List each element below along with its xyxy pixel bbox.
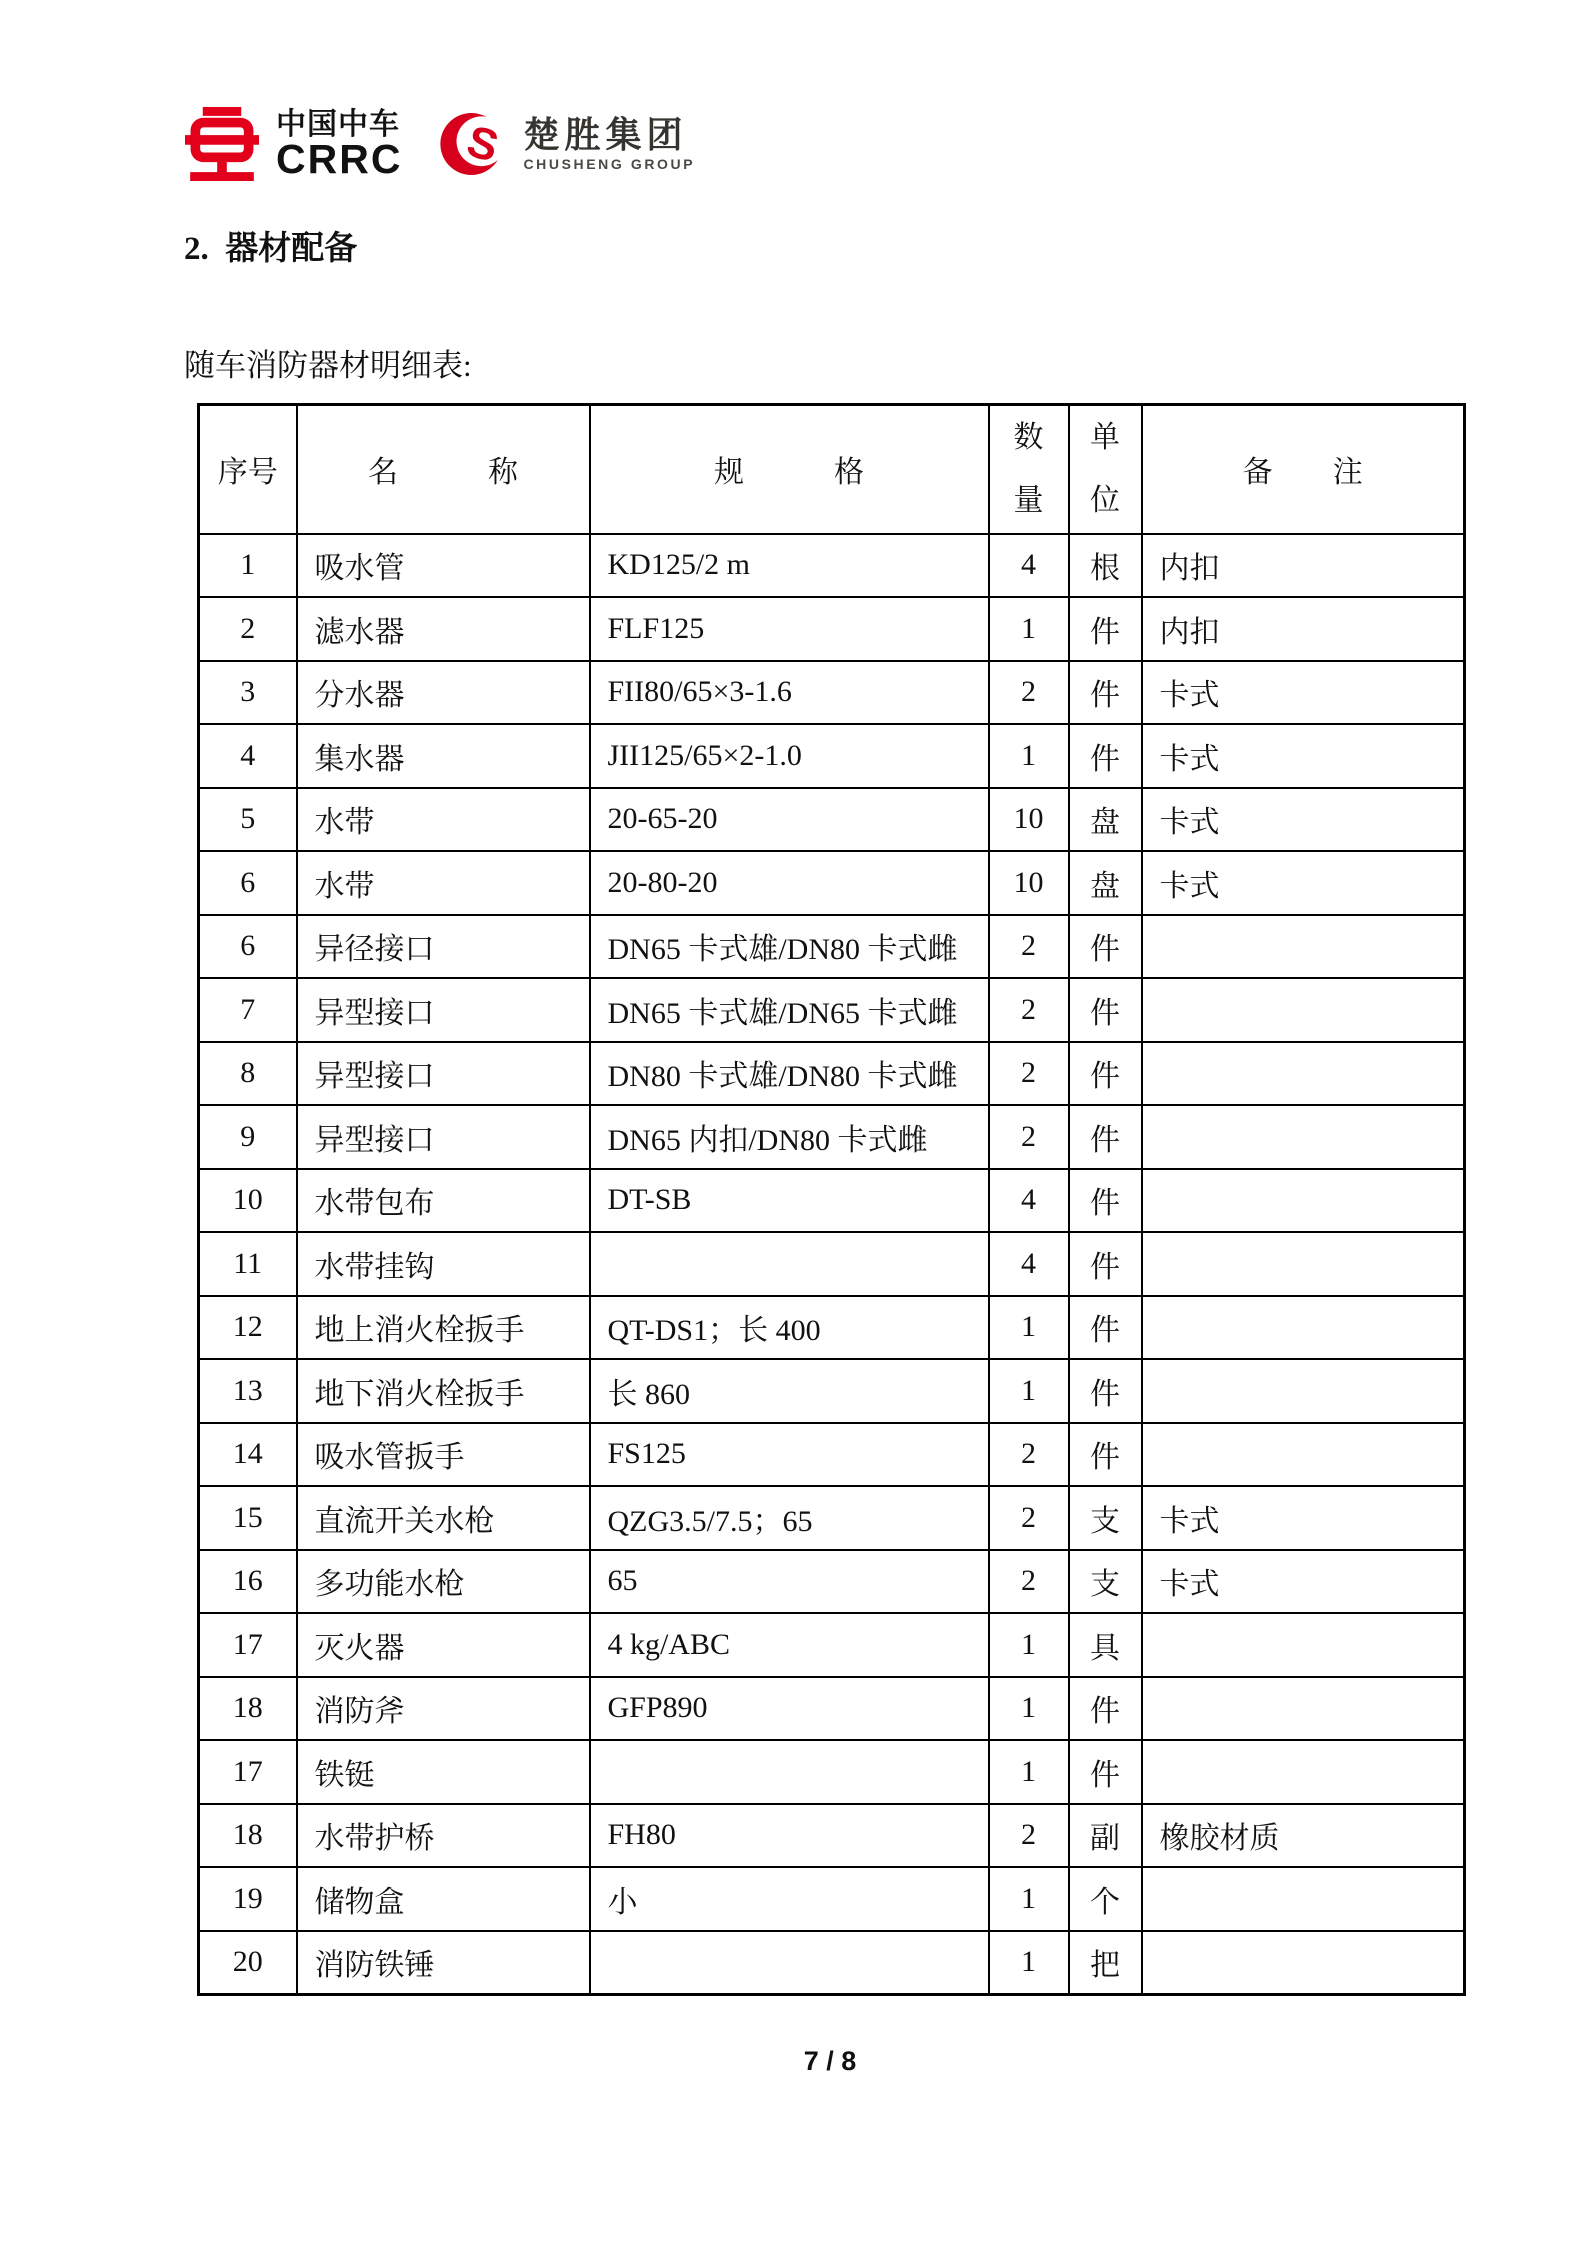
- cell-spec: FH80: [590, 1804, 989, 1868]
- cell-qty: 2: [989, 1550, 1069, 1614]
- chusheng-logo-text: [523, 115, 695, 173]
- cell-spec: KD125/2 m: [590, 534, 989, 598]
- cell-note: [1142, 978, 1465, 1042]
- cell-unit: 件: [1069, 1296, 1142, 1360]
- cell-unit: 件: [1069, 1740, 1142, 1804]
- header-cell-qty: 数量: [989, 405, 1069, 534]
- table-row: [199, 1423, 1465, 1487]
- cell-index: 2: [199, 597, 297, 661]
- cell-unit: 盘: [1069, 851, 1142, 915]
- cell-index: 5: [199, 788, 297, 852]
- crrc-logo-text: [276, 107, 403, 183]
- cell-qty: 2: [989, 1042, 1069, 1106]
- cell-name: 吸水管: [297, 534, 590, 598]
- cell-note: [1142, 1677, 1465, 1741]
- crrc-emblem-icon: [185, 106, 259, 182]
- cell-index: 17: [199, 1613, 297, 1677]
- table-row: [199, 851, 1465, 915]
- cell-spec: QT-DS1；长 400: [590, 1296, 989, 1360]
- cell-spec: FS125: [590, 1423, 989, 1487]
- cell-name: 异径接口: [297, 915, 590, 979]
- cell-name: 水带挂钩: [297, 1232, 590, 1296]
- logo-band: [185, 106, 695, 182]
- cell-name: 储物盒: [297, 1867, 590, 1931]
- crrc-logo: [185, 106, 402, 182]
- svg-text:S: S: [462, 116, 505, 172]
- table-row: [199, 1550, 1465, 1614]
- cell-index: 1: [199, 534, 297, 598]
- cell-qty: 2: [989, 1804, 1069, 1868]
- cell-qty: 1: [989, 1740, 1069, 1804]
- cell-unit: 件: [1069, 915, 1142, 979]
- chusheng-logo: [440, 107, 695, 181]
- cell-unit: 件: [1069, 1677, 1142, 1741]
- cell-unit: 把: [1069, 1931, 1142, 1995]
- cell-note: 卡式: [1142, 1550, 1465, 1614]
- cell-name: 多功能水枪: [297, 1550, 590, 1614]
- cell-qty: 10: [989, 851, 1069, 915]
- cell-name: 水带包布: [297, 1169, 590, 1233]
- cell-index: 7: [199, 978, 297, 1042]
- cell-unit: 根: [1069, 534, 1142, 598]
- cell-unit: 支: [1069, 1486, 1142, 1550]
- header-cell-unit: 单位: [1069, 405, 1142, 534]
- table-row: [199, 1677, 1465, 1741]
- chusheng-cn-label: 楚胜集团: [523, 114, 688, 156]
- header-cell-name: 名 称: [297, 405, 590, 534]
- cell-index: 3: [199, 661, 297, 725]
- cell-note: [1142, 1232, 1465, 1296]
- table-row: [199, 915, 1465, 979]
- cell-note: [1142, 1169, 1465, 1233]
- cell-qty: 1: [989, 1867, 1069, 1931]
- cell-name: 灭火器: [297, 1613, 590, 1677]
- cell-unit: 件: [1069, 1169, 1142, 1233]
- cell-spec: 65: [590, 1550, 989, 1614]
- cell-unit: 个: [1069, 1867, 1142, 1931]
- cell-name: 直流开关水枪: [297, 1486, 590, 1550]
- header-cell-note: 备 注: [1142, 405, 1465, 534]
- cell-unit: 件: [1069, 597, 1142, 661]
- table-row: [199, 1359, 1465, 1423]
- table-row: [199, 1105, 1465, 1169]
- table-row: [199, 1296, 1465, 1360]
- chusheng-emblem-icon: [440, 107, 508, 181]
- table-row: [199, 661, 1465, 725]
- cell-index: 6: [199, 851, 297, 915]
- cell-note: 卡式: [1142, 788, 1465, 852]
- table-row: [199, 597, 1465, 661]
- cell-qty: 1: [989, 1296, 1069, 1360]
- cell-name: 地下消火栓扳手: [297, 1359, 590, 1423]
- cell-note: [1142, 915, 1465, 979]
- section-title: 2. 器材配备: [184, 231, 358, 267]
- cell-qty: 2: [989, 978, 1069, 1042]
- cell-note: 卡式: [1142, 724, 1465, 788]
- cell-index: 16: [199, 1550, 297, 1614]
- cell-spec: [590, 1931, 989, 1995]
- cell-unit: 件: [1069, 724, 1142, 788]
- cell-spec: DN65 卡式雄/DN65 卡式雌: [590, 978, 989, 1042]
- cell-name: 异型接口: [297, 978, 590, 1042]
- table-row: [199, 1486, 1465, 1550]
- cell-index: 9: [199, 1105, 297, 1169]
- cell-name: 分水器: [297, 661, 590, 725]
- equipment-table-wrap: [197, 403, 1466, 1996]
- cell-index: 4: [199, 724, 297, 788]
- table-row: [199, 1232, 1465, 1296]
- table-row: [199, 1740, 1465, 1804]
- table-body: [199, 534, 1465, 1995]
- cell-spec: 小: [590, 1867, 989, 1931]
- cell-index: 12: [199, 1296, 297, 1360]
- table-row: [199, 534, 1465, 598]
- cell-qty: 1: [989, 597, 1069, 661]
- cell-spec: QZG3.5/7.5；65: [590, 1486, 989, 1550]
- cell-name: 滤水器: [297, 597, 590, 661]
- cell-spec: [590, 1232, 989, 1296]
- cell-qty: 1: [989, 1359, 1069, 1423]
- cell-unit: 件: [1069, 1042, 1142, 1106]
- cell-qty: 1: [989, 1677, 1069, 1741]
- cell-index: 19: [199, 1867, 297, 1931]
- cell-name: 异型接口: [297, 1105, 590, 1169]
- cell-spec: DN65 内扣/DN80 卡式雌: [590, 1105, 989, 1169]
- table-row: [199, 1613, 1465, 1677]
- cell-qty: 4: [989, 1169, 1069, 1233]
- cell-spec: DN65 卡式雄/DN80 卡式雌: [590, 915, 989, 979]
- cell-note: [1142, 1296, 1465, 1360]
- cell-name: 消防斧: [297, 1677, 590, 1741]
- cell-name: 集水器: [297, 724, 590, 788]
- table-row: [199, 1931, 1465, 1995]
- cell-qty: 2: [989, 1423, 1069, 1487]
- crrc-cn-label: 中国中车: [276, 107, 400, 141]
- table-row: [199, 1169, 1465, 1233]
- cell-spec: 长 860: [590, 1359, 989, 1423]
- equipment-table: [197, 403, 1466, 1996]
- cell-index: 17: [199, 1740, 297, 1804]
- page-number: 7 / 8: [803, 2046, 857, 2076]
- cell-spec: 20-80-20: [590, 851, 989, 915]
- cell-note: [1142, 1867, 1465, 1931]
- table-row: [199, 724, 1465, 788]
- cell-spec: FII80/65×3-1.6: [590, 661, 989, 725]
- cell-note: 橡胶材质: [1142, 1804, 1465, 1868]
- cell-qty: 2: [989, 1486, 1069, 1550]
- chusheng-en-label: CHUSHENG GROUP: [523, 155, 696, 172]
- crrc-en-label: CRRC: [276, 136, 403, 183]
- cell-spec: [590, 1740, 989, 1804]
- table-caption: 随车消防器材明细表:: [184, 348, 472, 383]
- cell-spec: GFP890: [590, 1677, 989, 1741]
- table-header: [199, 405, 1465, 534]
- cell-qty: 4: [989, 1232, 1069, 1296]
- cell-name: 铁铤: [297, 1740, 590, 1804]
- cell-index: 11: [199, 1232, 297, 1296]
- cell-unit: 支: [1069, 1550, 1142, 1614]
- cell-unit: 件: [1069, 1232, 1142, 1296]
- cell-note: 内扣: [1142, 597, 1465, 661]
- cell-note: [1142, 1042, 1465, 1106]
- cell-unit: 具: [1069, 1613, 1142, 1677]
- cell-spec: 4 kg/ABC: [590, 1613, 989, 1677]
- cell-unit: 件: [1069, 1359, 1142, 1423]
- cell-unit: 件: [1069, 1105, 1142, 1169]
- cell-spec: FLF125: [590, 597, 989, 661]
- cell-unit: 盘: [1069, 788, 1142, 852]
- cell-qty: 4: [989, 534, 1069, 598]
- cell-qty: 2: [989, 915, 1069, 979]
- cell-note: 卡式: [1142, 1486, 1465, 1550]
- cell-note: 内扣: [1142, 534, 1465, 598]
- cell-qty: 2: [989, 661, 1069, 725]
- cell-index: 14: [199, 1423, 297, 1487]
- cell-note: 卡式: [1142, 851, 1465, 915]
- cell-index: 15: [199, 1486, 297, 1550]
- header-cell-no: 序号: [199, 405, 297, 534]
- cell-name: 消防铁锤: [297, 1931, 590, 1995]
- cell-index: 6: [199, 915, 297, 979]
- cell-name: 异型接口: [297, 1042, 590, 1106]
- cell-index: 20: [199, 1931, 297, 1995]
- cell-index: 10: [199, 1169, 297, 1233]
- cell-spec: DT-SB: [590, 1169, 989, 1233]
- cell-name: 水带: [297, 851, 590, 915]
- table-row: [199, 978, 1465, 1042]
- table-header-row: [199, 405, 1465, 534]
- cell-note: [1142, 1359, 1465, 1423]
- cell-unit: 件: [1069, 978, 1142, 1042]
- cell-unit: 件: [1069, 1423, 1142, 1487]
- cell-qty: 2: [989, 1105, 1069, 1169]
- table-row: [199, 1867, 1465, 1931]
- cell-name: 地上消火栓扳手: [297, 1296, 590, 1360]
- cell-note: [1142, 1423, 1465, 1487]
- header-cell-spec: 规 格: [590, 405, 989, 534]
- cell-index: 18: [199, 1804, 297, 1868]
- cell-unit: 件: [1069, 661, 1142, 725]
- cell-note: [1142, 1613, 1465, 1677]
- cell-note: [1142, 1931, 1465, 1995]
- cell-name: 水带: [297, 788, 590, 852]
- table-row: [199, 788, 1465, 852]
- table-row: [199, 1042, 1465, 1106]
- cell-index: 18: [199, 1677, 297, 1741]
- cell-name: 吸水管扳手: [297, 1423, 590, 1487]
- cell-index: 8: [199, 1042, 297, 1106]
- cell-name: 水带护桥: [297, 1804, 590, 1868]
- cell-note: 卡式: [1142, 661, 1465, 725]
- cell-spec: 20-65-20: [590, 788, 989, 852]
- cell-note: [1142, 1105, 1465, 1169]
- cell-qty: 1: [989, 724, 1069, 788]
- cell-spec: DN80 卡式雄/DN80 卡式雌: [590, 1042, 989, 1106]
- cell-note: [1142, 1740, 1465, 1804]
- table-row: [199, 1804, 1465, 1868]
- cell-unit: 副: [1069, 1804, 1142, 1868]
- cell-qty: 1: [989, 1931, 1069, 1995]
- cell-qty: 1: [989, 1613, 1069, 1677]
- cell-index: 13: [199, 1359, 297, 1423]
- cell-spec: JII125/65×2-1.0: [590, 724, 989, 788]
- cell-qty: 10: [989, 788, 1069, 852]
